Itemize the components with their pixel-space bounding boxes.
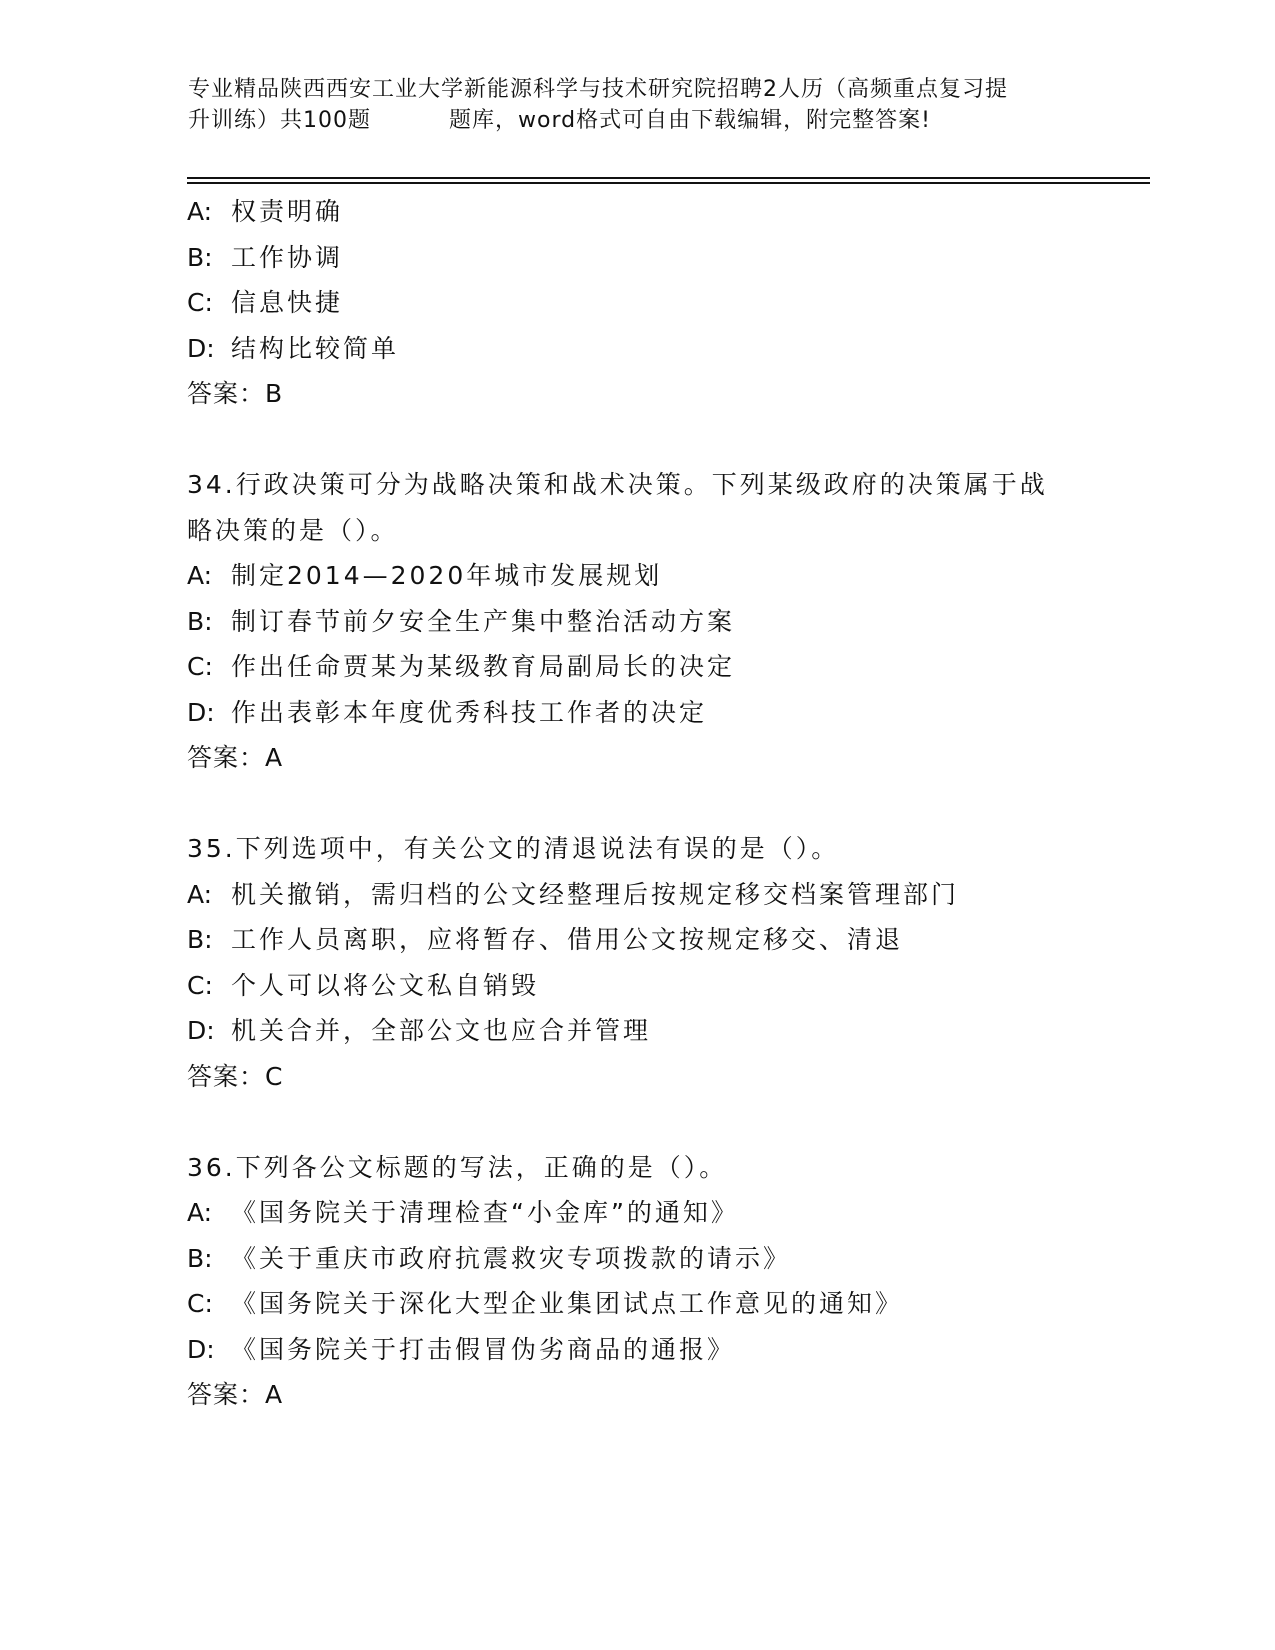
header-line-2-part-b: 题库，word格式可自由下载编辑，附完整答案!: [449, 108, 931, 133]
option-a: [187, 189, 1087, 235]
option-text: 机关撤销，需归档的公文经整理后按规定移交档案管理部门: [231, 879, 960, 909]
question-stem-line-2: 略决策的是（）。: [187, 515, 399, 545]
option-text: 作出任命贾某为某级教育局副局长的决定: [231, 652, 736, 681]
header-line-2: [188, 105, 1088, 136]
option-letter: A:: [187, 561, 213, 590]
option-d: [187, 326, 1087, 372]
option-letter: B:: [187, 606, 213, 636]
option-text: 制订春节前夕安全生产集中整治活动方案: [231, 606, 736, 636]
answer-line: [187, 1372, 1087, 1418]
option-letter: D:: [187, 1334, 215, 1364]
option-d: [187, 1008, 1087, 1054]
header-line-2-part-a: 升训练）共100题: [188, 108, 371, 133]
answer-label: 答案：: [187, 1061, 266, 1091]
option-letter: D:: [187, 333, 215, 363]
option-text: 制定2014—2020年城市发展规划: [231, 561, 663, 590]
option-text: 结构比较简单: [231, 333, 400, 363]
answer-value: C: [265, 1061, 284, 1091]
question-stem-line-1: 34.行政决策可分为战略决策和战术决策。下列某级政府的决策属于战: [187, 470, 1048, 499]
option-b: [187, 599, 1087, 645]
question-36: [187, 1145, 1087, 1418]
option-c: [187, 1281, 1087, 1327]
option-letter: B:: [187, 242, 213, 272]
option-b: [187, 917, 1087, 963]
option-letter: A:: [187, 1198, 213, 1227]
option-text: 《国务院关于深化大型企业集团试点工作意见的通知》: [231, 1289, 904, 1318]
answer-line: [187, 371, 1087, 417]
answer-label: 答案：: [187, 743, 266, 772]
option-letter: B:: [187, 925, 213, 954]
option-text: 机关合并，全部公文也应合并管理: [231, 1016, 652, 1045]
header-line-1: 专业精品陕西西安工业大学新能源科学与技术研究院招聘2人历（高频重点复习提: [188, 77, 1008, 102]
answer-line: [187, 735, 1087, 781]
header-rule-top: [187, 177, 1150, 179]
option-text: 《国务院关于清理检查“小金库”的通知》: [231, 1198, 739, 1227]
option-letter: D:: [187, 1016, 215, 1045]
option-text: 权责明确: [231, 197, 344, 226]
answer-value: A: [265, 1380, 284, 1409]
header-rule-bottom: [187, 182, 1150, 184]
option-c: [187, 644, 1087, 690]
option-a: [187, 872, 1087, 918]
option-c: [187, 280, 1087, 326]
answer-line: [187, 1054, 1087, 1100]
spacer: [187, 1099, 1087, 1145]
option-d: [187, 690, 1087, 736]
option-text: 作出表彰本年度优秀科技工作者的决定: [231, 697, 708, 727]
option-text: 《国务院关于打击假冒伪劣商品的通报》: [231, 1334, 736, 1364]
option-letter: A:: [187, 879, 213, 909]
document-header: [188, 74, 1088, 136]
option-letter: C:: [187, 288, 213, 317]
question-stem-line-1: 35.下列选项中，有关公文的清退说法有误的是（）。: [187, 834, 840, 863]
option-b: [187, 235, 1087, 281]
option-c: [187, 963, 1087, 1009]
option-text: 《关于重庆市政府抗震救灾专项拨款的请示》: [231, 1243, 792, 1273]
question-33: [187, 189, 1087, 417]
option-letter: D:: [187, 697, 215, 727]
spacer: [187, 781, 1087, 827]
question-stem-line-1: 36.下列各公文标题的写法，正确的是（）。: [187, 1152, 728, 1182]
question-35: [187, 826, 1087, 1099]
option-text: 工作人员离职，应将暂存、借用公文按规定移交、清退: [231, 925, 904, 954]
option-letter: C:: [187, 652, 213, 681]
option-letter: B:: [187, 1243, 213, 1273]
option-text: 个人可以将公文私自销毁: [231, 970, 540, 1000]
question-list: [187, 189, 1087, 1418]
spacer: [187, 417, 1087, 463]
option-letter: C:: [187, 1289, 213, 1318]
option-d: [187, 1327, 1087, 1373]
option-a: [187, 553, 1087, 599]
option-text: 信息快捷: [231, 288, 344, 317]
option-text: 工作协调: [231, 242, 344, 272]
answer-value: A: [265, 743, 284, 772]
option-letter: C:: [187, 970, 213, 1000]
answer-label: 答案：: [187, 1380, 266, 1409]
answer-value: B: [265, 379, 284, 408]
answer-label: 答案：: [187, 379, 266, 408]
question-34: [187, 462, 1087, 781]
option-a: [187, 1190, 1087, 1236]
option-letter: A:: [187, 197, 213, 226]
option-b: [187, 1236, 1087, 1282]
